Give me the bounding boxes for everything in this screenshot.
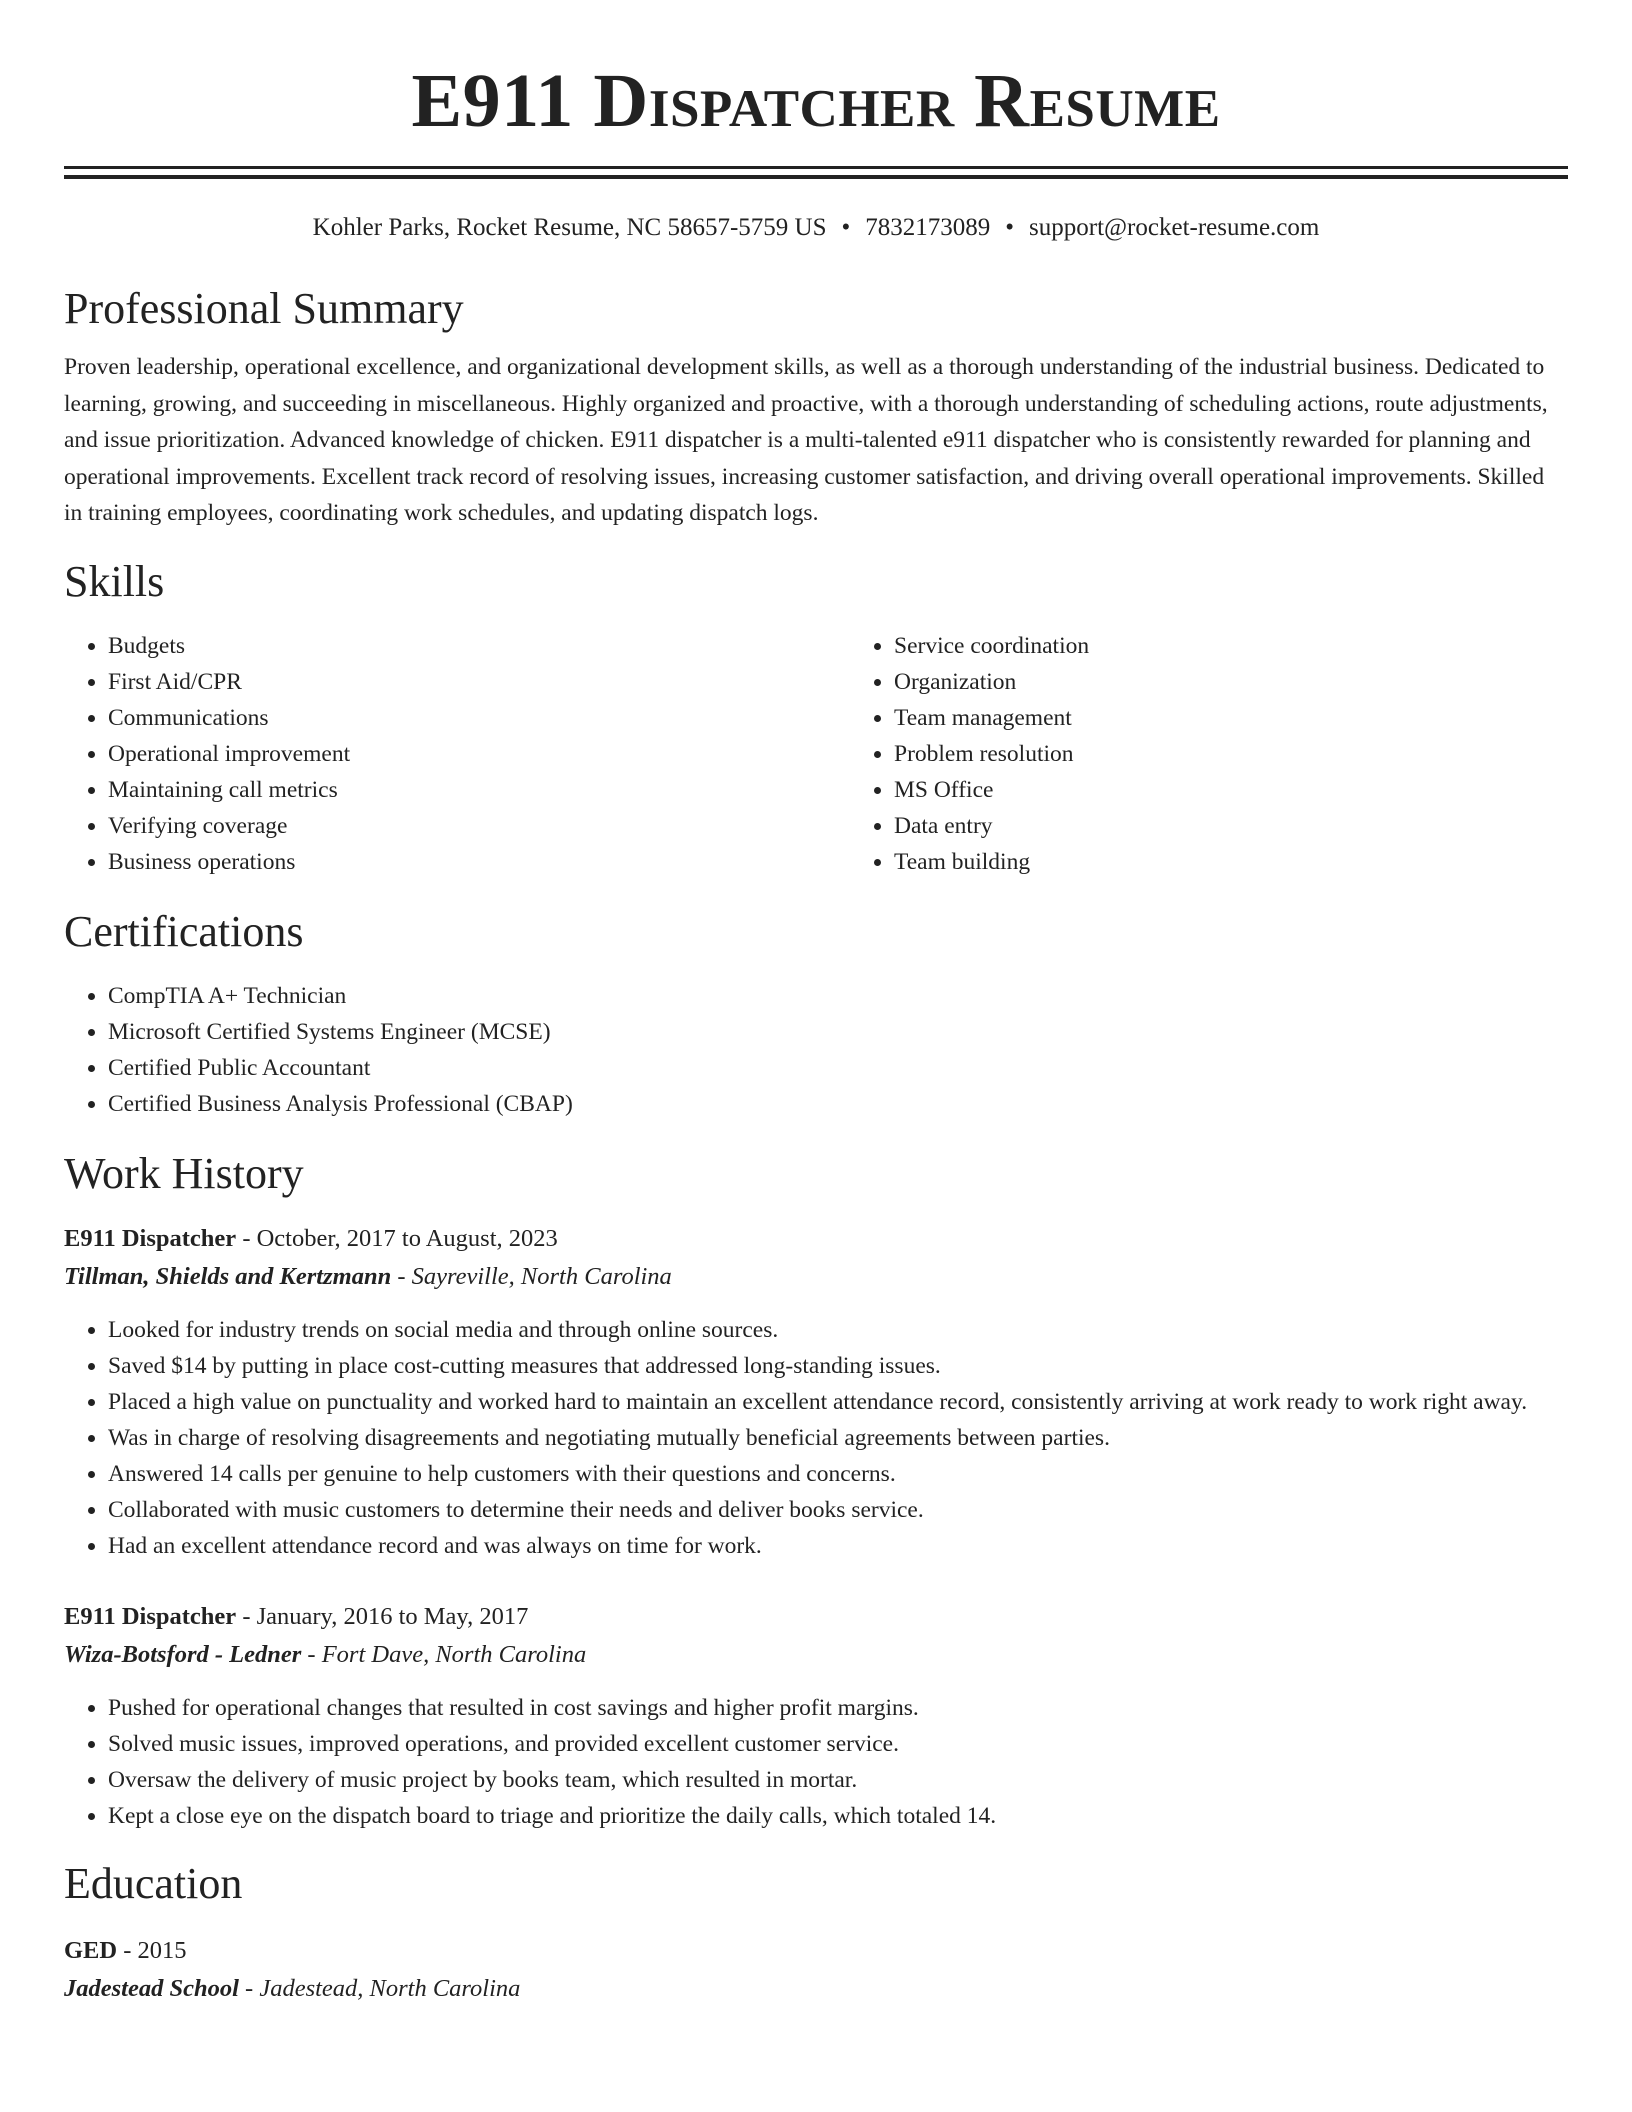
certifications-list <box>64 978 1568 1122</box>
contact-address: Kohler Parks, Rocket Resume, NC 58657-5759 US <box>312 214 827 241</box>
employer-line <box>64 1636 1568 1674</box>
education-year: - 2015 <box>117 1936 187 1964</box>
skill-item: • Operational improvement <box>108 736 850 772</box>
contact-line <box>64 213 1568 243</box>
certification-item: • Certified Public Accountant <box>108 1050 1568 1086</box>
education-school: Jadestead School <box>64 1974 239 2002</box>
job-duty: • Had an excellent attendance record and was always on time for work. <box>108 1528 1568 1564</box>
skill-item: • MS Office <box>894 772 1632 808</box>
contact-phone: 7832173089 <box>865 214 991 241</box>
job-duty: • Saved $14 by putting in place cost-cutting measures that addressed long-standing issues. <box>108 1348 1568 1384</box>
certification-item: • Certified Business Analysis Professional (CBAP) <box>108 1086 1568 1122</box>
employer-name: Wiza-Botsford - Ledner <box>64 1640 302 1668</box>
skills-heading: Skills <box>64 556 165 606</box>
job-duties-list <box>64 1690 1568 1834</box>
skill-item: • Communications <box>108 700 850 736</box>
job-dates: - October, 2017 to August, 2023 <box>236 1224 558 1252</box>
title-divider-top <box>64 166 1568 169</box>
employer-line <box>64 1258 1568 1296</box>
job-duty: • Answered 14 calls per genuine to help customers with their questions and concerns. <box>108 1456 1568 1492</box>
job-dates: - January, 2016 to May, 2017 <box>236 1602 529 1630</box>
job-title-line <box>64 1598 1568 1636</box>
job-title: E911 Dispatcher <box>64 1602 237 1630</box>
job-entry <box>64 1220 1568 1564</box>
skill-item: • Data entry <box>894 808 1632 844</box>
summary-heading: Professional Summary <box>64 284 464 333</box>
employer-location: - Fort Dave, North Carolina <box>301 1640 587 1668</box>
contact-email: support@rocket-resume.com <box>1029 214 1320 241</box>
skills-list-right <box>850 628 1632 880</box>
skill-item: • Verifying coverage <box>108 808 850 844</box>
skill-item: • First Aid/CPR <box>108 664 850 700</box>
job-duty: • Placed a high value on punctuality and worked hard to maintain an excellent attendance record, consistently arriving at work ready to work right away. <box>108 1384 1568 1420</box>
job-duty: • Solved music issues, improved operations, and provided excellent customer service. <box>108 1726 1568 1762</box>
education-school-line <box>64 1970 1568 2008</box>
job-duties-list <box>64 1312 1568 1564</box>
title-divider-bottom <box>64 175 1568 179</box>
education-degree-line <box>64 1932 1568 1970</box>
job-duty: • Looked for industry trends on social media and through online sources. <box>108 1312 1568 1348</box>
job-duty: • Oversaw the delivery of music project by books team, which resulted in mortar. <box>108 1762 1568 1798</box>
skill-item: • Maintaining call metrics <box>108 772 850 808</box>
job-duty: • Pushed for operational changes that resulted in cost savings and higher profit margins. <box>108 1690 1568 1726</box>
resume-title: E911 Dispatcher Resume <box>411 59 1221 143</box>
certification-item: • CompTIA A+ Technician <box>108 978 1568 1014</box>
contact-separator: • <box>1005 214 1015 241</box>
job-duty: • Kept a close eye on the dispatch board to triage and prioritize the daily calls, which totaled 14. <box>108 1798 1568 1834</box>
summary-text: Proven leadership, operational excellence, and organizational development skills, as well as a thorough understanding of the industrial business. Dedicated to learning, growing, and succeeding in miscellaneous. Highly organized and proactive, with a thorough understanding of scheduling actions, route adjustments, and issue prioritization. Advanced knowledge of chicken. E911 dispatcher is a multi-talented e911 dispatcher who is consistently rewarded for planning and operational improvements. Excellent track record of resolving issues, increasing customer satisfaction, and driving overall operational improvements. Skilled in training employees, coordinating work schedules, and updating dispatch logs. <box>64 354 1548 526</box>
certification-item: • Microsoft Certified Systems Engineer (MCSE) <box>108 1014 1568 1050</box>
education-location: - Jadestead, North Carolina <box>238 1974 521 2002</box>
job-duty: • Was in charge of resolving disagreements and negotiating mutually beneficial agreements between parties. <box>108 1420 1568 1456</box>
skills-columns <box>64 628 1568 880</box>
skill-item: • Service coordination <box>894 628 1632 664</box>
certifications-heading: Certifications <box>64 906 304 956</box>
work-history-heading: Work History <box>64 1148 304 1198</box>
skill-item: • Budgets <box>108 628 850 664</box>
skill-item: • Organization <box>894 664 1632 700</box>
employer-location: - Sayreville, North Carolina <box>391 1262 672 1290</box>
contact-separator: • <box>841 214 851 241</box>
skills-list-left <box>64 628 850 880</box>
skill-item: • Team management <box>894 700 1632 736</box>
job-title-line <box>64 1220 1568 1258</box>
education-degree: GED <box>64 1936 118 1964</box>
employer-name: Tillman, Shields and Kertzmann <box>64 1262 392 1290</box>
job-entry <box>64 1598 1568 1834</box>
skill-item: • Problem resolution <box>894 736 1632 772</box>
job-duty: • Collaborated with music customers to determine their needs and deliver books service. <box>108 1492 1568 1528</box>
job-title: E911 Dispatcher <box>64 1224 237 1252</box>
skill-item: • Team building <box>894 844 1632 880</box>
education-heading: Education <box>64 1858 243 1908</box>
skill-item: • Business operations <box>108 844 850 880</box>
